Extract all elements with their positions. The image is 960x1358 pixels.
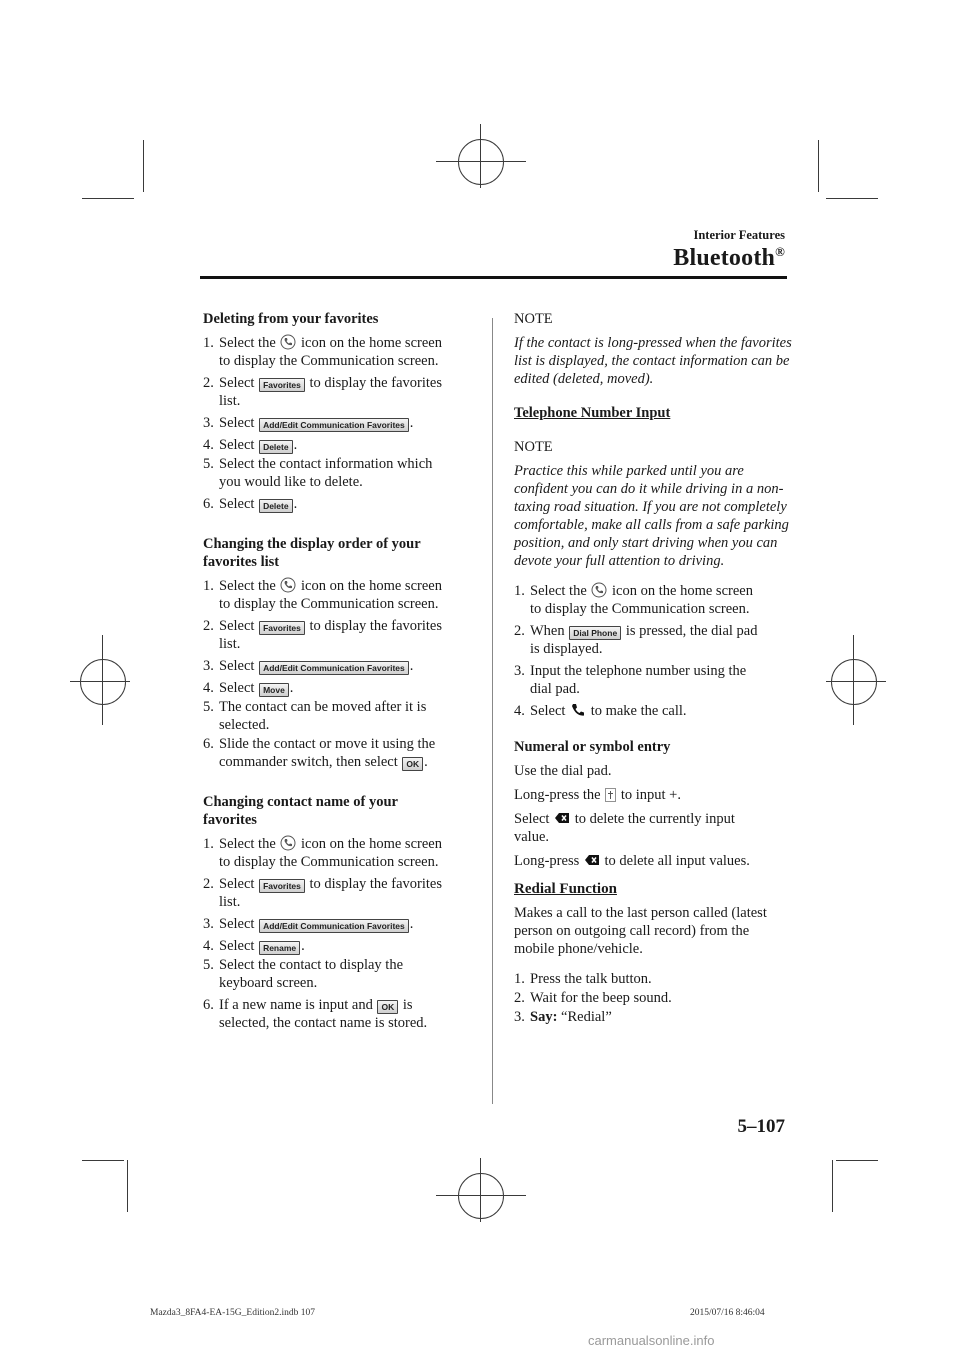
list-item: 3. Select Add/Edit Communication Favorites .: [203, 658, 414, 674]
steps-list: [203, 835, 471, 1032]
file-info: Mazda3_8FA4-EA-15G_Edition2.indb 107: [150, 1308, 315, 1318]
steps-list: [514, 970, 792, 1026]
list-item: 6. Slide the contact or move it using the commander switch, then select OK .: [203, 736, 436, 770]
section-heading: Changing contact name of your favorites: [203, 794, 398, 828]
list-item: 2. When Dial Phone is pressed, the dial pad is displayed.: [514, 623, 758, 657]
list-item: 1. Select the icon on the home screen to display the Communication screen.: [514, 583, 753, 617]
list-item: 4. Select Rename .: [203, 938, 305, 954]
list-item: 4. Select to make the call.: [514, 703, 687, 719]
rename-button: Rename: [259, 941, 300, 955]
list-item: 2. Select Favorites to display the favorites list.: [203, 618, 442, 652]
list-item: 3. Input the telephone number using the dial pad.: [514, 663, 747, 697]
registration-line: [436, 1195, 526, 1196]
communication-icon: [591, 582, 607, 598]
registration-mark-top: [458, 139, 504, 185]
add-edit-favorites-button: Add/Edit Communication Favorites: [259, 418, 409, 432]
list-item: 1. Select the icon on the home screen to display the Communication screen.: [203, 335, 442, 369]
crop-mark: [818, 140, 819, 192]
list-item: 3. Select Add/Edit Communication Favorites .: [203, 916, 414, 932]
crop-mark: [127, 1160, 128, 1212]
paragraph: Select to delete the currently input value.: [514, 811, 735, 845]
registration-mark-right: [831, 659, 877, 705]
communication-icon: [280, 835, 296, 851]
crop-mark: [82, 198, 134, 199]
favorites-button: Favorites: [259, 378, 305, 392]
communication-icon: [280, 334, 296, 350]
note-title: NOTE: [514, 311, 553, 327]
section-heading: Telephone Number Input: [514, 405, 671, 421]
page-title: Bluetooth®: [673, 244, 785, 271]
phone-call-icon: [570, 702, 586, 718]
ok-button: OK: [377, 1000, 398, 1014]
list-item: 3. Select Add/Edit Communication Favorites .: [203, 415, 414, 431]
crop-mark: [832, 1160, 833, 1212]
steps-list: [203, 334, 471, 513]
delete-button: Delete: [259, 499, 293, 513]
list-item: 2. Select Favorites to display the favorites list.: [203, 876, 442, 910]
paragraph: Long-press to delete all input values.: [514, 853, 750, 869]
list-item: 1. Press the talk button.: [514, 971, 652, 987]
favorites-button: Favorites: [259, 621, 305, 635]
plus-key-icon: [605, 788, 616, 802]
list-item: 5. The contact can be moved after it is selected.: [203, 699, 427, 733]
header-rule: [200, 276, 787, 279]
section-heading: Redial Function: [514, 881, 617, 897]
column-divider: [492, 318, 493, 1104]
paragraph: Use the dial pad.: [514, 763, 612, 779]
section-heading: Deleting from your favorites: [203, 311, 379, 327]
dial-phone-button: Dial Phone: [569, 626, 621, 640]
add-edit-favorites-button: Add/Edit Communication Favorites: [259, 661, 409, 675]
crop-mark: [826, 198, 878, 199]
registration-line: [436, 161, 526, 162]
crop-mark: [836, 1160, 878, 1161]
communication-icon: [280, 577, 296, 593]
print-date: 2015/07/16 8:46:04: [690, 1308, 765, 1318]
list-item: 6. Select Delete .: [203, 496, 298, 512]
note-text: If the contact is long-pressed when the favorites list is displayed, the contact information can be edited (deleted, moved).: [514, 335, 792, 387]
registration-mark-left: [80, 659, 126, 705]
registration-mark-bottom: [458, 1173, 504, 1219]
registration-line: [480, 1158, 481, 1222]
watermark: carmanualsonline.info: [588, 1333, 715, 1348]
backspace-icon: [584, 852, 600, 868]
left-column: [203, 310, 471, 1036]
delete-button: Delete: [259, 440, 293, 454]
registration-line: [480, 124, 481, 188]
right-column: [514, 310, 792, 1027]
list-item: 1. Select the icon on the home screen to display the Communication screen.: [203, 836, 442, 870]
registration-line: [102, 635, 103, 725]
page-number: 5–107: [737, 1116, 785, 1137]
add-edit-favorites-button: Add/Edit Communication Favorites: [259, 919, 409, 933]
list-item: 6. If a new name is input and OK is selected, the contact name is stored.: [203, 997, 428, 1031]
list-item: 4. Select Move .: [203, 680, 294, 696]
crop-mark: [82, 1160, 124, 1161]
note-text: Practice this while parked until you are confident you can do it while driving in a non-taxing road situation. If you are not completely comfortable, make all calls from a safe parking position, and only start driving when you can devote your full attention to driving.: [514, 463, 789, 569]
section-heading: Numeral or symbol entry: [514, 739, 671, 755]
list-item: 5. Select the contact to display the keyboard screen.: [203, 957, 404, 991]
list-item: 4. Select Delete .: [203, 437, 298, 453]
favorites-button: Favorites: [259, 879, 305, 893]
note-title: NOTE: [514, 439, 553, 455]
ok-button: OK: [402, 757, 423, 771]
crop-mark: [143, 140, 144, 192]
list-item: 3. Say: “Redial”: [514, 1009, 612, 1025]
steps-list: [203, 577, 471, 771]
backspace-icon: [554, 810, 570, 826]
section-label: Interior Features: [693, 228, 785, 242]
list-item: 1. Select the icon on the home screen to display the Communication screen.: [203, 578, 442, 612]
list-item: 2. Wait for the beep sound.: [514, 990, 672, 1006]
move-button: Move: [259, 683, 289, 697]
paragraph: Long-press the to input +.: [514, 787, 681, 803]
registration-line: [853, 635, 854, 725]
registration-line: [826, 681, 886, 682]
paragraph: Makes a call to the last person called (latest person on outgoing call record) from the mobile phone/vehicle.: [514, 905, 767, 957]
list-item: 5. Select the contact information which you would like to delete.: [203, 456, 433, 490]
registration-line: [70, 681, 130, 682]
list-item: 2. Select Favorites to display the favorites list.: [203, 375, 442, 409]
section-heading: Changing the display order of your favorites list: [203, 536, 421, 570]
steps-list: [514, 582, 792, 720]
